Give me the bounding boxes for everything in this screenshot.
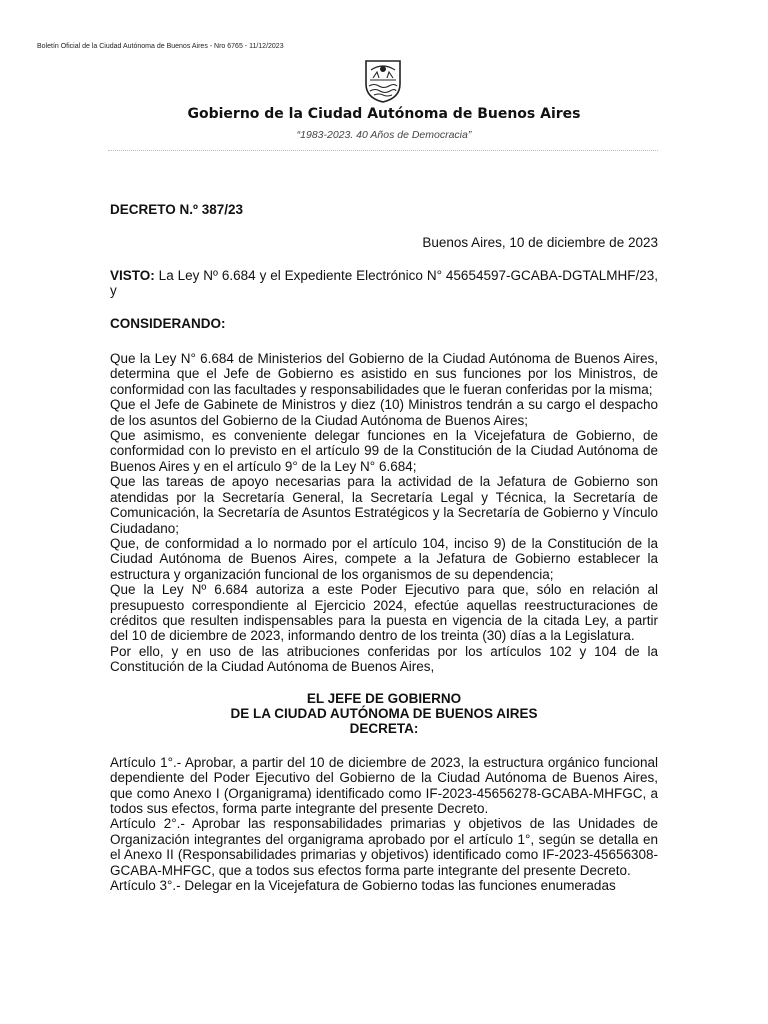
article-paragraph: Artículo 2°.- Aprobar las responsabilidades primarias y objetivos de las Unidades de Organización integrantes del organigrama aprobado por el artículo 1°, según se detalla en el Anexo II (Responsabilidades primarias y objetivos) identificado como IF-2023-45656308-GCABA-MHFGC, que a todos sus efectos forma parte integrante del presente Decreto.: [110, 816, 658, 878]
decree-body: [110, 202, 658, 893]
resolve-heading: [110, 691, 658, 737]
city-seal-icon: [362, 58, 404, 104]
visto-label: VISTO:: [110, 267, 155, 283]
government-title: Gobierno de la Ciudad Autónoma de Buenos Aires: [187, 106, 581, 122]
resolve-line: DE LA CIUDAD AUTÓNOMA DE BUENOS AIRES: [230, 705, 538, 721]
bulletin-header: Boletín Oficial de la Ciudad Autónoma de Buenos Aires - Nro 6765 - 11/12/2023: [37, 43, 284, 50]
resolve-line: EL JEFE DE GOBIERNO: [306, 690, 462, 706]
considerando-paragraph: Que el Jefe de Gabinete de Ministros y diez (10) Ministros tendrán a su cargo el despacho de los asuntos del Gobierno de la Ciudad Autónoma de Buenos Aires;: [110, 397, 658, 428]
considerando-paragraph: Por ello, y en uso de las atribuciones conferidas por los artículos 102 y 104 de la Constitución de la Ciudad Autónoma de Buenos Aires,: [110, 643, 658, 675]
visto-paragraph: [110, 268, 658, 299]
decree-place-date: Buenos Aires, 10 de diciembre de 2023: [422, 235, 658, 251]
article-paragraph: Artículo 1°.- Aprobar, a partir del 10 de diciembre de 2023, la estructura orgánico funcional dependiente del Poder Ejecutivo del Gobierno de la Ciudad Autónoma de Buenos Aires, que como Anexo I (Organigrama) identificado como IF-2023-45656278-GCABA-MHFGC, a todos sus efectos, forma parte integrante del presente Decreto.: [110, 754, 658, 816]
visto-text: La Ley Nº 6.684 y el Expediente Electrónico N° 45654597-GCABA-DGTALMHF/23, y: [110, 267, 658, 299]
considerando-paragraph: Que las tareas de apoyo necesarias para la actividad de la Jefatura de Gobierno son atendidas por la Secretaría General, la Secretaría Legal y Técnica, la Secretaría de Comunicación, la Secretaría de Asuntos Estratégicos y la Secretaría de Gobierno y Vínculo Ciudadano;: [110, 474, 658, 536]
decree-number: DECRETO N.º 387/23: [110, 202, 243, 217]
resolve-line: DECRETA:: [349, 721, 419, 737]
header-divider: [108, 150, 658, 151]
considerando-paragraph: Que la Ley Nº 6.684 autoriza a este Poder Ejecutivo para que, sólo en relación al presupuesto correspondiente al Ejercicio 2024, efectúe aquellas reestructuraciones de créditos que resulten indispensables para la puesta en vigencia de la citada Ley, a partir del 10 de diciembre de 2023, informando dentro de los treinta (30) días a la Legislatura.: [110, 582, 658, 644]
considerando-paragraph: Que asimismo, es conveniente delegar funciones en la Vicejefatura de Gobierno, de conformidad con lo previsto en el artículo 99 de la Constitución de la Ciudad Autónoma de Buenos Aires y en el artículo 9° de la Ley N° 6.684;: [110, 428, 658, 474]
considerando-paragraph: Que, de conformidad a lo normado por el artículo 104, inciso 9) de la Constitución de la Ciudad Autónoma de Buenos Aires, compete a la Jefatura de Gobierno establecer la estructura y organización funcional de los organismos de su dependencia;: [110, 535, 658, 582]
considerando-heading: CONSIDERANDO:: [110, 315, 226, 331]
article-paragraph: Artículo 3°.- Delegar en la Vicejefatura de Gobierno todas las funciones enumeradas: [110, 878, 616, 894]
government-motto: “1983-2023. 40 Años de Democracia”: [296, 129, 472, 141]
considerando-paragraph: Que la Ley N° 6.684 de Ministerios del Gobierno de la Ciudad Autónoma de Buenos Aires, determina que el Jefe de Gobierno es asistido en sus funciones por los Ministros, de conformidad con las facultades y responsabilidades que le fueran conferidas por la misma;: [110, 351, 658, 397]
